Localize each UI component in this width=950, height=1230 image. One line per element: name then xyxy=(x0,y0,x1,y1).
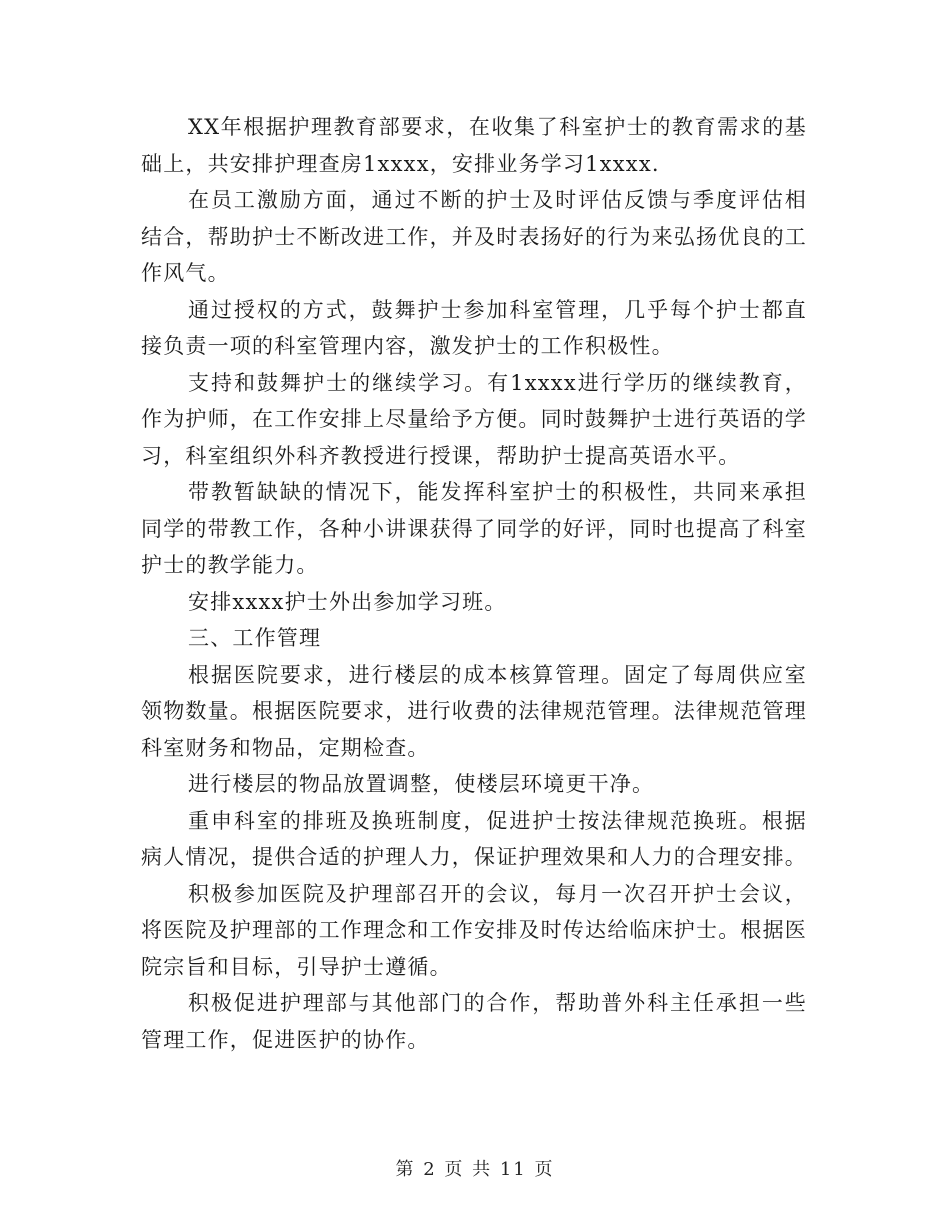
paragraph-authorization: 通过授权的方式，鼓舞护士参加科室管理，几乎每个护士都直接负责一项的科室管理内容，激发护士的工作积极性。 xyxy=(141,297,807,358)
paragraph-meetings: 积极参加医院及护理部召开的会议，每月一次召开护士会议，将医院及护理部的工作理念和工作安排及时传达给临床护士。根据医院宗旨和目标，引导护士遵循。 xyxy=(141,881,807,979)
paragraph-education-plan: XX年根据护理教育部要求，在收集了科室护士的教育需求的基础上，共安排护理查房1xxxx，安排业务学习1xxxx. xyxy=(141,115,807,176)
section-heading-work-management: 三、工作管理 xyxy=(188,626,322,650)
paragraph-teaching: 带教暂缺缺的情况下，能发挥科室护士的积极性，共同来承担同学的带教工作，各种小讲课获得了同学的好评，同时也提高了科室护士的教学能力。 xyxy=(141,480,807,577)
paragraph-staff-motivation: 在员工激励方面，通过不断的护士及时评估反馈与季度评估相结合，帮助护士不断改进工作，并及时表扬好的行为来弘扬优良的工作风气。 xyxy=(141,188,807,285)
page-number-footer: 第 2 页 共 11 页 xyxy=(395,1159,555,1180)
paragraph-floor-arrangement: 进行楼层的物品放置调整，使楼层环境更干净。 xyxy=(188,772,655,796)
document-body xyxy=(141,109,807,1058)
paragraph-training-class: 安排xxxx护士外出参加学习班。 xyxy=(188,589,507,614)
paragraph-scheduling: 重申科室的排班及换班制度，促进护士按法律规范换班。根据病人情况，提供合适的护理人力，保证护理效果和人力的合理安排。 xyxy=(141,808,807,869)
paragraph-continuing-education: 支持和鼓舞护士的继续学习。有1xxxx进行学历的继续教育，作为护师，在工作安排上尽量给予方便。同时鼓舞护士进行英语的学习，科室组织外科齐教授进行授课，帮助护士提高英语水平。 xyxy=(141,370,807,468)
paragraph-cost-accounting: 根据医院要求，进行楼层的成本核算管理。固定了每周供应室领物数量。根据医院要求，进行收费的法律规范管理。法律规范管理科室财务和物品，定期检查。 xyxy=(141,662,807,760)
paragraph-cooperation: 积极促进护理部与其他部门的合作，帮助普外科主任承担一些管理工作，促进医护的协作。 xyxy=(141,991,807,1052)
